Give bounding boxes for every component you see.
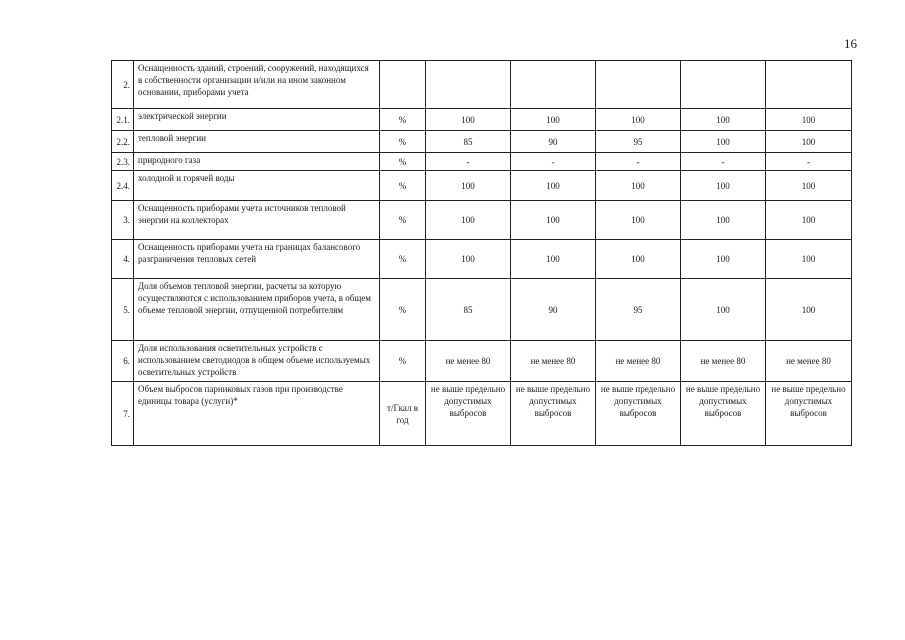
value-cell: не менее 80 bbox=[596, 341, 681, 382]
value-cell: 100 bbox=[681, 171, 766, 201]
value-cell: 100 bbox=[596, 240, 681, 279]
row-number: 5. bbox=[112, 279, 134, 341]
table-row bbox=[112, 171, 852, 201]
row-unit bbox=[380, 61, 426, 109]
value-cell: не менее 80 bbox=[511, 341, 596, 382]
row-number: 2. bbox=[112, 61, 134, 109]
row-unit: % bbox=[380, 153, 426, 171]
value-cell: не менее 80 bbox=[681, 341, 766, 382]
row-unit: % bbox=[380, 201, 426, 240]
row-unit: % bbox=[380, 109, 426, 131]
table-row bbox=[112, 131, 852, 153]
value-cell: 100 bbox=[681, 131, 766, 153]
value-cell: 85 bbox=[426, 279, 511, 341]
row-name: тепловой энергии bbox=[134, 131, 380, 153]
row-number: 2.2. bbox=[112, 131, 134, 153]
value-cell: 100 bbox=[766, 131, 852, 153]
value-cell: 100 bbox=[596, 171, 681, 201]
indicators-table bbox=[111, 60, 852, 446]
value-cell: не выше предельно допустимых выбросов bbox=[766, 382, 852, 446]
value-cell: 100 bbox=[426, 240, 511, 279]
row-number: 2.1. bbox=[112, 109, 134, 131]
value-cell: не выше предельно допустимых выбросов bbox=[596, 382, 681, 446]
row-number: 2.4. bbox=[112, 171, 134, 201]
value-cell bbox=[681, 61, 766, 109]
value-cell: 90 bbox=[511, 279, 596, 341]
value-cell: - bbox=[426, 153, 511, 171]
value-cell: 100 bbox=[511, 171, 596, 201]
value-cell: - bbox=[596, 153, 681, 171]
value-cell: 100 bbox=[681, 240, 766, 279]
page-number: 16 bbox=[844, 36, 857, 51]
table-row bbox=[112, 109, 852, 131]
row-name: электрической энергии bbox=[134, 109, 380, 131]
value-cell: 100 bbox=[681, 109, 766, 131]
row-number: 3. bbox=[112, 201, 134, 240]
value-cell: не менее 80 bbox=[426, 341, 511, 382]
value-cell: - bbox=[511, 153, 596, 171]
value-cell: - bbox=[681, 153, 766, 171]
row-name: Оснащенность приборами учета на границах балансового разграничения тепловых сетей bbox=[134, 240, 380, 279]
value-cell: 100 bbox=[511, 201, 596, 240]
value-cell: 95 bbox=[596, 131, 681, 153]
value-cell: 100 bbox=[681, 279, 766, 341]
table-row bbox=[112, 382, 852, 446]
value-cell: не менее 80 bbox=[766, 341, 852, 382]
table-row bbox=[112, 279, 852, 341]
value-cell: 95 bbox=[596, 279, 681, 341]
row-number: 2.3. bbox=[112, 153, 134, 171]
value-cell: 100 bbox=[426, 109, 511, 131]
value-cell: 100 bbox=[766, 240, 852, 279]
value-cell: 100 bbox=[766, 109, 852, 131]
value-cell: не выше предельно допустимых выбросов bbox=[426, 382, 511, 446]
value-cell: 100 bbox=[681, 201, 766, 240]
value-cell: не выше предельно допустимых выбросов bbox=[511, 382, 596, 446]
value-cell bbox=[596, 61, 681, 109]
row-name: Оснащенность приборами учета источников тепловой энергии на коллекторах bbox=[134, 201, 380, 240]
row-number: 6. bbox=[112, 341, 134, 382]
table-row bbox=[112, 61, 852, 109]
value-cell: 100 bbox=[511, 109, 596, 131]
row-unit: т/Гкал в год bbox=[380, 382, 426, 446]
row-unit: % bbox=[380, 240, 426, 279]
value-cell bbox=[766, 61, 852, 109]
row-number: 4. bbox=[112, 240, 134, 279]
row-unit: % bbox=[380, 131, 426, 153]
table-row bbox=[112, 153, 852, 171]
value-cell: 90 bbox=[511, 131, 596, 153]
table-row bbox=[112, 240, 852, 279]
table-row bbox=[112, 341, 852, 382]
value-cell: 100 bbox=[766, 171, 852, 201]
row-name: холодной и горячей воды bbox=[134, 171, 380, 201]
value-cell bbox=[426, 61, 511, 109]
value-cell: 100 bbox=[766, 201, 852, 240]
row-name: Объем выбросов парниковых газов при производстве единицы товара (услуги)* bbox=[134, 382, 380, 446]
row-unit: % bbox=[380, 279, 426, 341]
value-cell: 100 bbox=[766, 279, 852, 341]
value-cell: 100 bbox=[596, 201, 681, 240]
table-row bbox=[112, 201, 852, 240]
value-cell: 100 bbox=[596, 109, 681, 131]
value-cell: 100 bbox=[426, 171, 511, 201]
row-unit: % bbox=[380, 341, 426, 382]
value-cell bbox=[511, 61, 596, 109]
row-name: Оснащенность зданий, строений, сооружений, находящихся в собственности организации и/или на ином законном основании, приборами учета bbox=[134, 61, 380, 109]
row-unit: % bbox=[380, 171, 426, 201]
value-cell: 100 bbox=[426, 201, 511, 240]
value-cell: 100 bbox=[511, 240, 596, 279]
row-name: Доля использования осветительных устройств с использованием светодиодов в общем объеме используемых осветительных устройств bbox=[134, 341, 380, 382]
value-cell: 85 bbox=[426, 131, 511, 153]
value-cell: не выше предельно допустимых выбросов bbox=[681, 382, 766, 446]
row-number: 7. bbox=[112, 382, 134, 446]
row-name: природного газа bbox=[134, 153, 380, 171]
value-cell: - bbox=[766, 153, 852, 171]
row-name: Доля объемов тепловой энергии, расчеты за которую осуществляются с использованием приборов учета, в общем объеме тепловой энергии, отпущенной потребителям bbox=[134, 279, 380, 341]
